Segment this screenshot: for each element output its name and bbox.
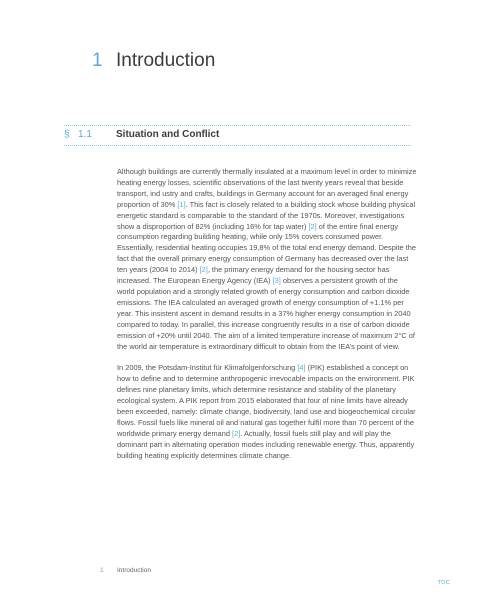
paragraph-text: , the primary energy demand for the housing sector has increased. The European Energy Agency (IEA): [117, 265, 390, 286]
section-heading: [64, 129, 411, 140]
chapter-number: 1: [92, 50, 103, 71]
footer-page-number: 1: [100, 567, 104, 574]
section-mark: §: [64, 129, 70, 140]
paragraph-text: of the entire final energy consumption regarding building heating, while only 15% covers consumed power. Essentially, residential heating occupies 19,8% of the total end energy demand. Despite the fact that the overall primary energy consumption of Germany has decreased over the last ten years (2004 to 2014): [117, 221, 416, 275]
footer-running-title: Introduction: [117, 567, 151, 574]
chapter-heading: [92, 50, 215, 80]
section-rule-top: [64, 125, 411, 126]
citation-link[interactable]: [3]: [272, 276, 281, 286]
citation-link[interactable]: [1]: [177, 199, 186, 209]
body-text: [117, 167, 417, 473]
citation-link[interactable]: [4]: [297, 363, 306, 373]
paragraph-text: Although buildings are currently thermally insulated at a maximum level in order to minimize heating energy losses, scientific observations of the last twenty years reveal that beside transport, ind ustry and crafts, buildings in Germany account for an averaged final energy proportion of 30%: [117, 167, 417, 209]
paragraph-text: . This fact is closely related to a building stock whose building physical energetic standard is comparable to the standard of the 1970s. Moreover, investigations show a disproportion of 82% (including 16% for tap water): [117, 199, 416, 231]
paragraph-text: observes a persistent growth of the world population and a strongly related growth of energy consumption and carbon dioxide emissions. The IEA calculated an averaged growth of energy consumption of +1.1% per year. This insistent ascent in demand results in a 37% higher energy consumption in 2040 compared to today. In parallel, this increase congruently results in a rise of carbon dioxide emission of +20% until 2040. The aim of a limited temperature increase of maximum 2°C of the world air temperature is extraordinary difficult to obtain from the IEA’s point of view.: [117, 276, 415, 351]
citation-link[interactable]: [2]: [199, 265, 208, 275]
toc-link[interactable]: TOC: [437, 580, 450, 586]
paragraph-text: . Actually, fossil fuels still play and will play the dominant part in alternating operation modes including renewable energy. Thus, apparently building heating explicitly determines climate change.: [117, 428, 415, 460]
citation-link[interactable]: [2]: [308, 221, 317, 231]
section-rule-bottom: [64, 145, 411, 146]
section-title: Situation and Conflict: [116, 129, 220, 140]
paragraph-text: (PIK) established a concept on how to define and to determine anthropogenic irrevocable impacts on the environment. PIK defines nine planetary limits, which determine resistance and stability of the planetary ecological system. A PIK report from 2015 elaborated that four of nine limits have already been exceeded, namely: climate change, biodiversity, land use and biogeochemical circular flows. Fossil fuels like mineral oil and natural gas together fulfil more than 70 percent of the worldwide primary energy demand: [117, 363, 416, 438]
chapter-title: Introduction: [116, 50, 216, 71]
section-number: 1.1: [78, 129, 92, 140]
citation-link[interactable]: [2]: [232, 428, 241, 438]
paragraph: [117, 167, 417, 352]
paragraph: [117, 363, 417, 461]
paragraph-text: In 2009, the Potsdam-Institut für Klimafolgenforschung: [117, 363, 298, 373]
page-footer: [100, 567, 151, 574]
